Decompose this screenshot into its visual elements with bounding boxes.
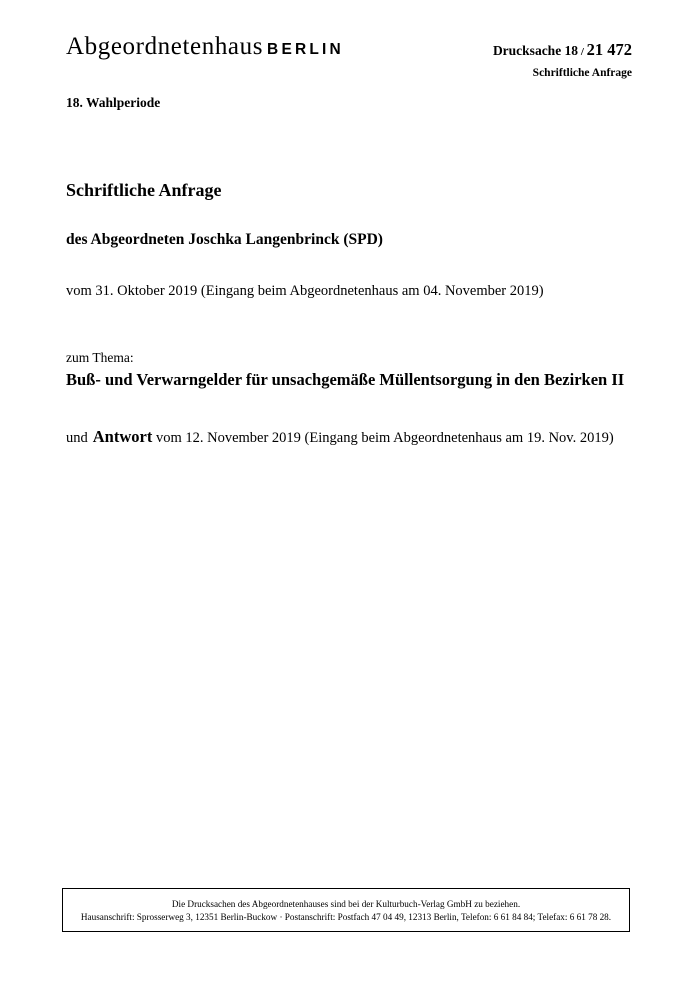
topic-title: Buß- und Verwarngelder für unsachgemäße Müllentsorgung in den Bezirken II: [66, 370, 625, 389]
drucksache-document-type: Schriftliche Anfrage: [532, 66, 632, 79]
footer-line-distribution: Die Drucksachen des Abgeordnetenhauses sind bei der Kulturbuch-Verlag GmbH zu beziehen.: [171, 899, 521, 909]
footer-notice-box: [62, 888, 630, 932]
logo-city-text: BERLIN: [267, 41, 344, 58]
drucksache-line: [493, 42, 632, 59]
document-author: des Abgeordneten Joschka Langenbrinck (SPD): [66, 231, 383, 248]
drucksache-block: [493, 42, 632, 79]
document-type-heading: Schriftliche Anfrage: [66, 180, 222, 200]
footer-line-address: Hausanschrift: Sprosserweg 3, 12351 Berlin-Buckow · Postanschrift: Postfach 47 04 49, 12313 Berlin, Telefon: 6 61 84 84; Telefax: 6 61 78 28.: [80, 912, 612, 922]
drucksache-label: Drucksache 18: [492, 43, 579, 58]
parliament-logo: [66, 34, 344, 59]
logo-main-text: Abgeordnetenhaus: [66, 33, 264, 60]
answer-line: [66, 427, 614, 447]
topic-label: zum Thema:: [66, 350, 134, 365]
answer-date: vom 12. November 2019 (Eingang beim Abgeordnetenhaus am 19. Nov. 2019): [152, 430, 614, 446]
drucksache-number: 21 472: [586, 40, 632, 59]
answer-prefix: und: [66, 430, 88, 446]
drucksache-slash: /: [578, 46, 587, 58]
wahlperiode: 18. Wahlperiode: [66, 95, 161, 110]
answer-word: Antwort: [92, 427, 153, 446]
document-date-line: vom 31. Oktober 2019 (Eingang beim Abgeordnetenhaus am 04. November 2019): [66, 283, 544, 299]
